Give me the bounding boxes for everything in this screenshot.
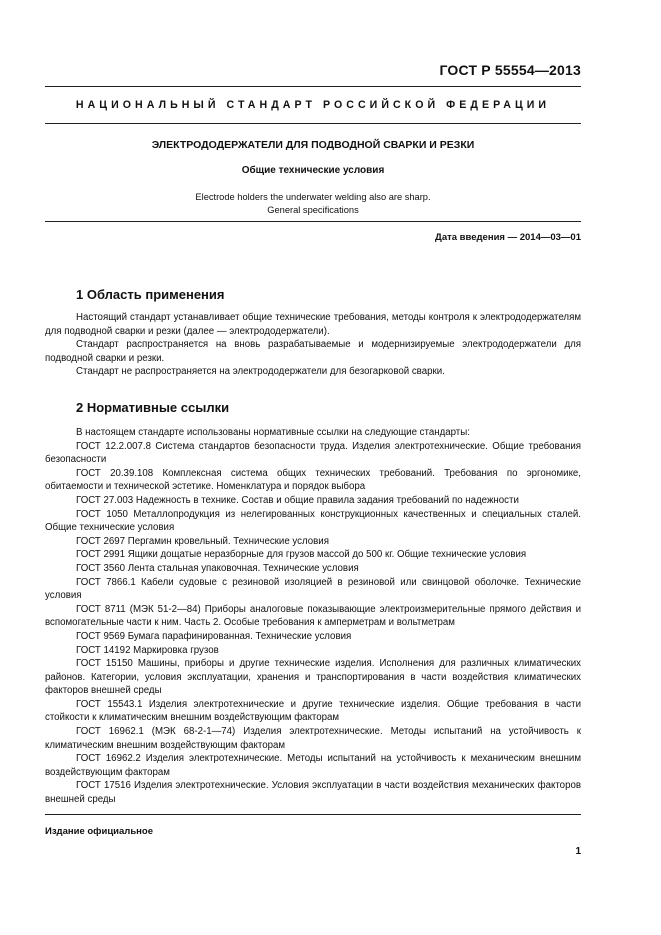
paragraph: Стандарт не распространяется на электрододержатели для безогарковой сварки. <box>76 366 445 378</box>
paragraph: В настоящем стандарте использованы нормативные ссылки на следующие стандарты: <box>76 427 470 438</box>
header-rule-bottom <box>45 123 581 124</box>
reference-item: ГОСТ 15543.1 Изделия электротехнические и другие технические изделия. Общие требования в части стойкости к климатическим внешним воздействующим факторам <box>45 698 581 724</box>
page-number: 1 <box>575 846 581 857</box>
reference-item: ГОСТ 16962.2 Изделия электротехнические. Методы испытаний на устойчивость к механическим внешним воздействующим факторам <box>45 753 581 778</box>
section-1-heading: 1 Область применения <box>76 287 225 302</box>
english-title-line-2: General specifications <box>267 205 359 215</box>
reference-item: ГОСТ 14192 Маркировка грузов <box>76 644 219 656</box>
section-1-body <box>45 311 581 379</box>
reference-item: ГОСТ 20.39.108 Комплексная система общих технических требований. Требования по эргономике, обитаемости и технической эстетике. Номенклатура и порядок выбора <box>45 467 581 493</box>
section-2-body <box>45 426 581 807</box>
paragraph: Стандарт распространяется на вновь разрабатываемые и модернизируемые электрододержатели для подводной сварки и резки. <box>45 339 581 364</box>
reference-item: ГОСТ 17516 Изделия электротехнические. Условия эксплуатации в части воздействия механических факторов внешней среды <box>45 780 581 806</box>
introduction-date: Дата введения — 2014—03—01 <box>435 232 581 243</box>
reference-item: ГОСТ 2991 Ящики дощатые неразборные для грузов массой до 500 кг. Общие технические условия <box>76 549 527 561</box>
footer-rule <box>45 814 581 815</box>
reference-item: ГОСТ 2697 Пергамин кровельный. Технические условия <box>76 535 329 547</box>
reference-item: ГОСТ 8711 (МЭК 51-2—84) Приборы аналоговые показывающие электроизмерительные прямого действия и вспомогательные части к ним. Часть 2. Особые требования к амперметрам и вольтметрам <box>45 603 581 629</box>
document-subtitle: Общие технические условия <box>241 165 385 176</box>
reference-item: ГОСТ 7866.1 Кабели судовые с резиновой изоляцией в резиновой или свинцовой оболочке. Технические условия <box>45 576 581 602</box>
reference-item: ГОСТ 16962.1 (МЭК 68-2-1—74) Изделия электротехнические. Методы испытаний на устойчивость к климатическим внешним воздействующим факторам <box>45 726 581 751</box>
document-title: ЭЛЕКТРОДОДЕРЖАТЕЛИ ДЛЯ ПОДВОДНОЙ СВАРКИ И РЕЗКИ <box>151 139 475 151</box>
document-code: ГОСТ Р 55554—2013 <box>439 62 581 78</box>
reference-item: ГОСТ 9569 Бумага парафинированная. Технические условия <box>76 630 352 642</box>
official-edition-label: Издание официальное <box>45 826 153 837</box>
reference-item: ГОСТ 3560 Лента стальная упаковочная. Технические условия <box>76 562 359 574</box>
english-title-line-1: Electrode holders the underwater welding also are sharp. <box>195 192 431 202</box>
section-2-heading: 2 Нормативные ссылки <box>76 400 230 415</box>
english-title <box>45 191 581 217</box>
reference-item: ГОСТ 27.003 Надежность в технике. Состав и общие правила задания требований по надежности <box>76 494 519 506</box>
reference-item: ГОСТ 1050 Металлопродукция из нелегированных конструкционных качественных и специальных сталей. Общие технические условия <box>45 508 581 534</box>
title-rule <box>45 221 581 222</box>
reference-item: ГОСТ 12.2.007.8 Система стандартов безопасности труда. Изделия электротехнические. Общие требования безопасности <box>45 440 581 466</box>
header-rule-top <box>45 86 581 87</box>
reference-item: ГОСТ 15150 Машины, приборы и другие технические изделия. Исполнения для различных климатических районов. Категории, условия эксплуатации, хранения и транспортирования в части воздействия климатических факторов внешней среды <box>45 658 581 697</box>
paragraph: Настоящий стандарт устанавливает общие технические требования, методы контроля к электрододержателям для подводной сварки и резки (далее — электрододержатели). <box>45 312 581 337</box>
national-standard-banner: НАЦИОНАЛЬНЫЙ СТАНДАРТ РОССИЙСКОЙ ФЕДЕРАЦИИ <box>75 99 551 111</box>
